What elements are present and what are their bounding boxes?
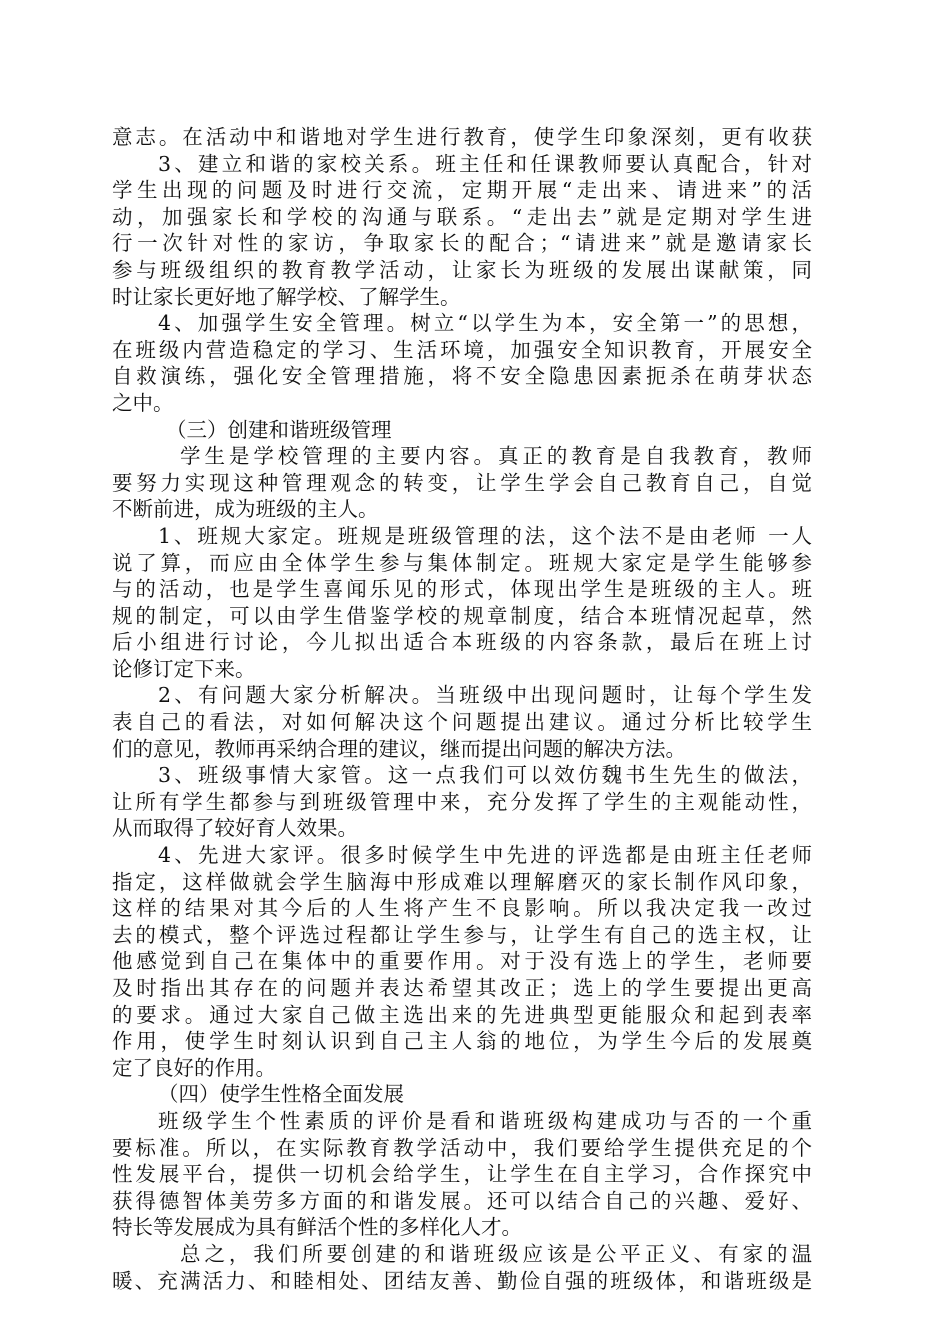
text-line: 指定，这样做就会学生脑海中形成难以理解磨灭的家长制作风印象， [112,869,812,894]
text-line: 在班级内营造稳定的学习、生活环境，加强安全知识教育，开展安全 [112,337,812,362]
text-line: 及时指出其存在的问题并表达希望其改正；选上的学生要提出更高 [112,976,812,1000]
text-line: 动，加强家长和学校的沟通与联系。“走出去”就是定期对学生进 [112,204,812,229]
section-heading: （三）创建和谐班级管理 [166,417,392,442]
text-line: 让所有学生都参与到班级管理中来，充分发挥了学生的主观能动性， [112,789,812,814]
text-line: 要努力实现这种管理观念的转变，让学生学会自己教育自己，自觉 [112,470,812,495]
paragraph-end-line: 论修订定下来。 [112,656,256,681]
paragraph-end-line: 之中。 [112,390,174,415]
text-line: 后小组进行讨论，今儿拟出适合本班级的内容条款，最后在班上讨 [112,630,812,655]
paragraph-start-line: 1、班规大家定。班规是班级管理的法，这个法不是由老师 一人 [158,523,812,548]
text-line: 这样的结果对其今后的人生将产生不良影响。所以我决定我一改过 [112,896,812,921]
paragraph-end-line: 从而取得了较好育人效果。 [112,816,358,841]
text-line: 参与班级组织的教育教学活动，让家长为班级的发展出谋献策，同 [112,257,812,282]
paragraph-end-line: 特长等发展成为具有鲜活个性的多样化人才。 [112,1215,522,1240]
text-line: 说了算，而应由全体学生参与集体制定。班规大家定是学生能够参 [112,550,812,575]
text-line: 性发展平台，提供一切机会给学生，让学生在自主学习，合作探究中 [112,1162,812,1187]
paragraph-end-line: 时让家长更好地了解学校、了解学生。 [112,284,461,309]
text-line: 暖、充满活力、和睦相处、团结友善、勤俭自强的班级体，和谐班级是 [112,1268,812,1293]
paragraph-end-line: 不断前进，成为班级的主人。 [112,497,379,522]
text-line: 表自己的看法，对如何解决这个问题提出建议。通过分析比较学生 [112,710,812,735]
paragraph-start-line: 2、有问题大家分析解决。当班级中出现问题时，让每个学生发 [158,683,812,708]
paragraph-start-line: 3、建立和谐的家校关系。班主任和任课教师要认真配合，针对 [158,151,812,176]
paragraph-start-line: 4、先进大家评。很多时候学生中先进的评选都是由班主任老师 [158,843,812,868]
text-line: 学生出现的问题及时进行交流，定期开展“走出来、请进来”的活 [112,178,812,203]
text-line: 去的模式，整个评选过程都让学生参与，让学生有自己的选主权，让 [112,922,812,947]
text-line: 意志。在活动中和谐地对学生进行教育，使学生印象深刻，更有收获 [112,125,812,149]
section-heading: （四）使学生性格全面发展 [158,1082,404,1107]
paragraph-end-line: 们的意见，教师再采纳合理的建议，继而提出问题的解决方法。 [112,736,686,761]
document-page [112,124,812,1294]
text-line: 作用，使学生时刻认识到自己主人翁的地位，为学生今后的发展奠 [112,1029,812,1054]
text-line: 他感觉到自己在集体中的重要作用。对于没有选上的学生，老师要 [112,949,812,974]
text-line: 自救演练，强化安全管理措施，将不安全隐患因素扼杀在萌芽状态 [112,364,812,389]
paragraph-start-line: 学生是学校管理的主要内容。真正的教育是自我教育，教师 [180,444,812,469]
text-line: 要标准。所以，在实际教育教学活动中，我们要给学生提供充足的个 [112,1135,812,1160]
paragraph-end-line: 定了良好的作用。 [112,1055,276,1080]
paragraph-start-line: 4、加强学生安全管理。树立“以学生为本，安全第一”的思想， [158,311,812,336]
text-line: 获得德智体美劳多方面的和谐发展。还可以结合自己的兴趣、爱好、 [112,1188,812,1213]
paragraph-start-line: 总之，我们所要创建的和谐班级应该是公平正义、有家的温 [180,1241,812,1266]
paragraph-start-line: 3、班级事情大家管。这一点我们可以效仿魏书生先生的做法， [158,763,812,788]
paragraph-start-line: 班级学生个性素质的评价是看和谐班级构建成功与否的一个重 [158,1108,812,1133]
text-line: 的要求。通过大家自己做主选出来的先进典型更能服众和起到表率 [112,1002,812,1027]
text-line: 行一次针对性的家访，争取家长的配合；“请进来”就是邀请家长 [112,231,812,256]
text-line: 与的活动，也是学生喜闻乐见的形式，体现出学生是班级的主人。班 [112,577,812,602]
text-line: 规的制定，可以由学生借鉴学校的规章制度，结合本班情况起草，然 [112,603,812,628]
